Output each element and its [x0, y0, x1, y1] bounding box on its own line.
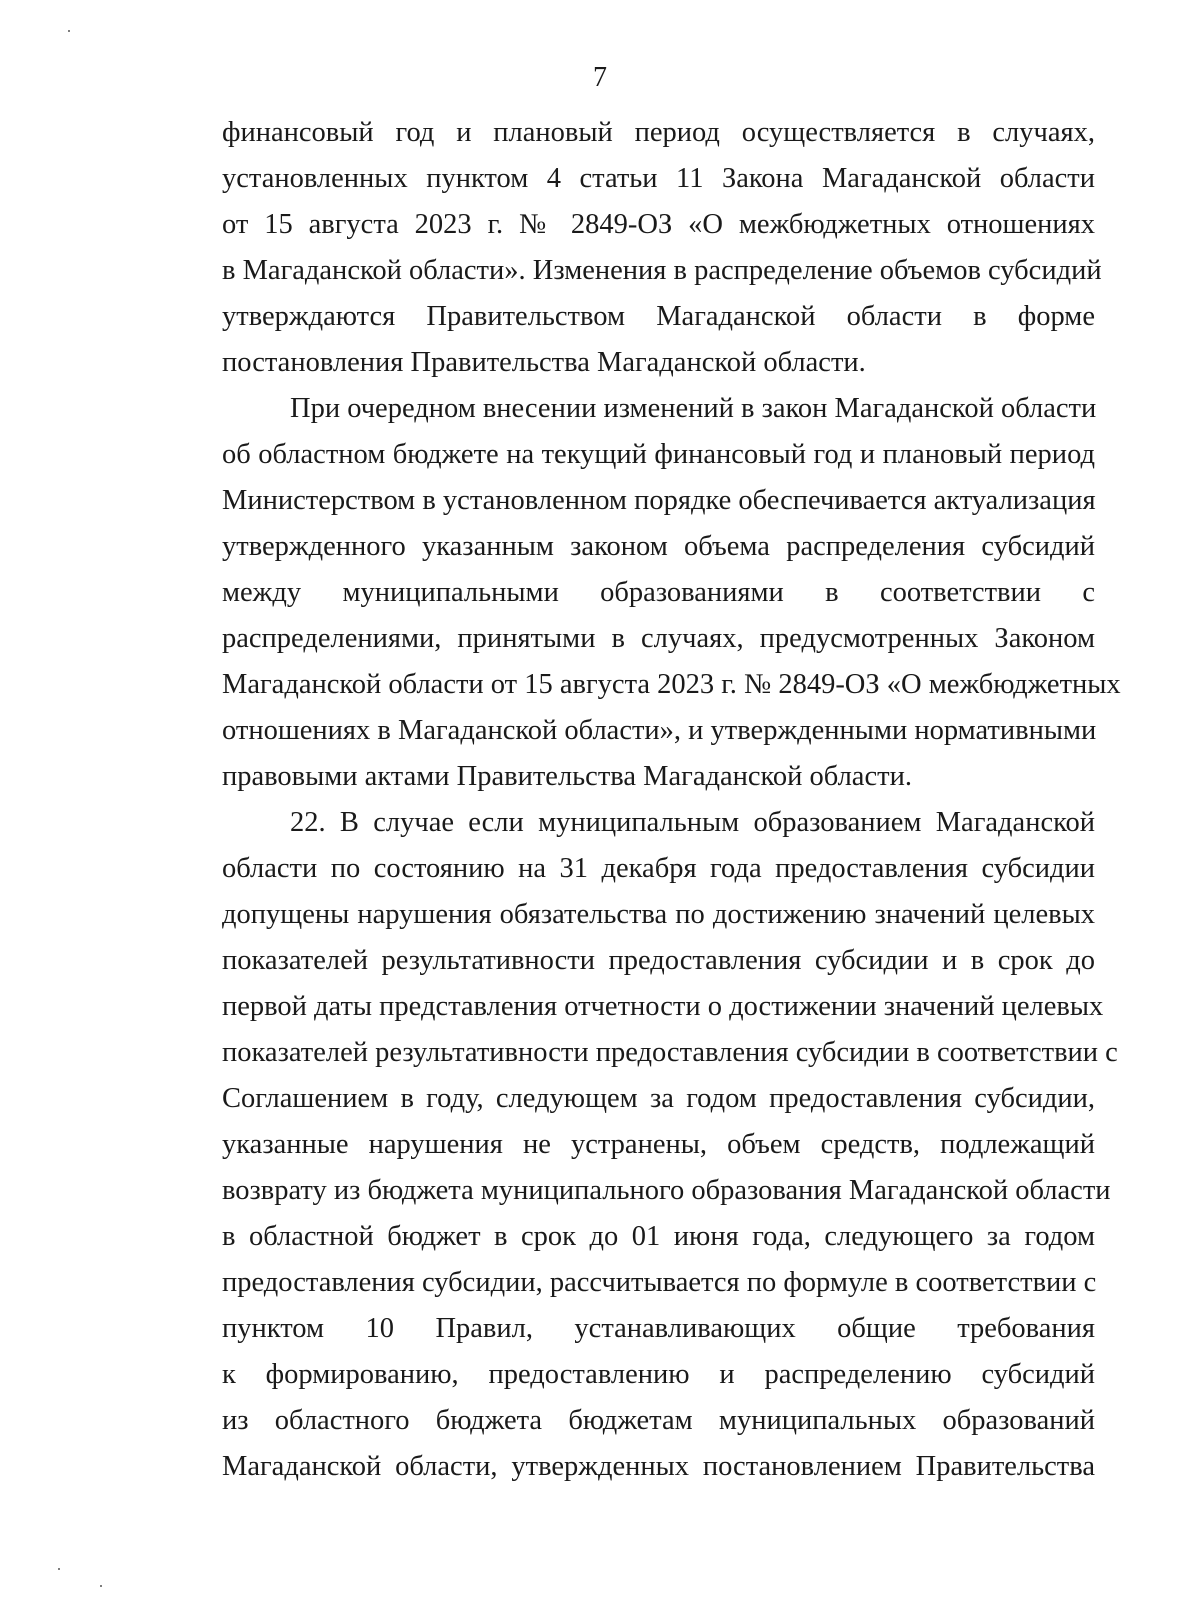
text-line: показателей результативности предоставления субсидии в соответствии с — [222, 1037, 1118, 1068]
paragraph-3 — [222, 800, 1118, 1490]
text-line: Магаданской области, утвержденных постановлением Правительства — [222, 1451, 1095, 1482]
text-line: в областной бюджет в срок до 01 июня года, следующего за годом — [222, 1221, 1095, 1252]
scan-speck — [100, 1585, 102, 1587]
text-line: между муниципальными образованиями в соответствии с — [222, 577, 1095, 608]
text-line: Магаданской области от 15 августа 2023 г. № 2849-ОЗ «О межбюджетных — [222, 669, 1121, 700]
text-line: указанные нарушения не устранены, объем средств, подлежащий — [222, 1129, 1095, 1160]
text-line: отношениях в Магаданской области», и утвержденными нормативными — [222, 715, 1097, 746]
text-line: финансовый год и плановый период осуществляется в случаях, — [222, 117, 1095, 148]
paragraph-1 — [222, 110, 1102, 386]
text-line: правовыми актами Правительства Магаданской области. — [222, 761, 912, 792]
text-line: постановления Правительства Магаданской области. — [222, 347, 866, 378]
text-line: допущены нарушения обязательства по достижению значений целевых — [222, 899, 1095, 930]
text-line: установленных пунктом 4 статьи 11 Закона Магаданской области — [222, 163, 1095, 194]
text-line: из областного бюджета бюджетам муниципальных образований — [222, 1405, 1095, 1436]
document-body — [222, 110, 1121, 1490]
scan-speck — [58, 1568, 60, 1570]
text-line: к формированию, предоставлению и распределению субсидий — [222, 1359, 1095, 1390]
text-line: об областном бюджете на текущий финансовый год и плановый период — [222, 439, 1095, 470]
text-line: утверждаются Правительством Магаданской области в форме — [222, 301, 1095, 332]
text-line: возврату из бюджета муниципального образования Магаданской области — [222, 1175, 1111, 1206]
text-line: в Магаданской области». Изменения в распределение объемов субсидий — [222, 255, 1102, 286]
text-line: первой даты представления отчетности о достижении значений целевых — [222, 991, 1104, 1022]
paragraph-2 — [222, 386, 1121, 800]
text-line: Министерством в установленном порядке обеспечивается актуализация — [222, 485, 1096, 516]
text-line: утвержденного указанным законом объема распределения субсидий — [222, 531, 1095, 562]
text-line: 22. В случае если муниципальным образованием Магаданской — [290, 807, 1095, 838]
text-line: Соглашением в году, следующем за годом предоставления субсидии, — [222, 1083, 1095, 1114]
text-line: При очередном внесении изменений в закон Магаданской области — [290, 393, 1097, 424]
text-line: пунктом 10 Правил, устанавливающих общие требования — [222, 1313, 1095, 1344]
text-line: области по состоянию на 31 декабря года предоставления субсидии — [222, 853, 1095, 884]
page-number: 7 — [593, 62, 607, 93]
text-line: предоставления субсидии, рассчитывается по формуле в соответствии с — [222, 1267, 1097, 1298]
scan-speck — [68, 30, 70, 32]
text-line: показателей результативности предоставления субсидии и в срок до — [222, 945, 1095, 976]
text-line: распределениями, принятыми в случаях, предусмотренных Законом — [222, 623, 1095, 654]
text-line: от 15 августа 2023 г. № 2849-ОЗ «О межбюджетных отношениях — [222, 209, 1095, 240]
